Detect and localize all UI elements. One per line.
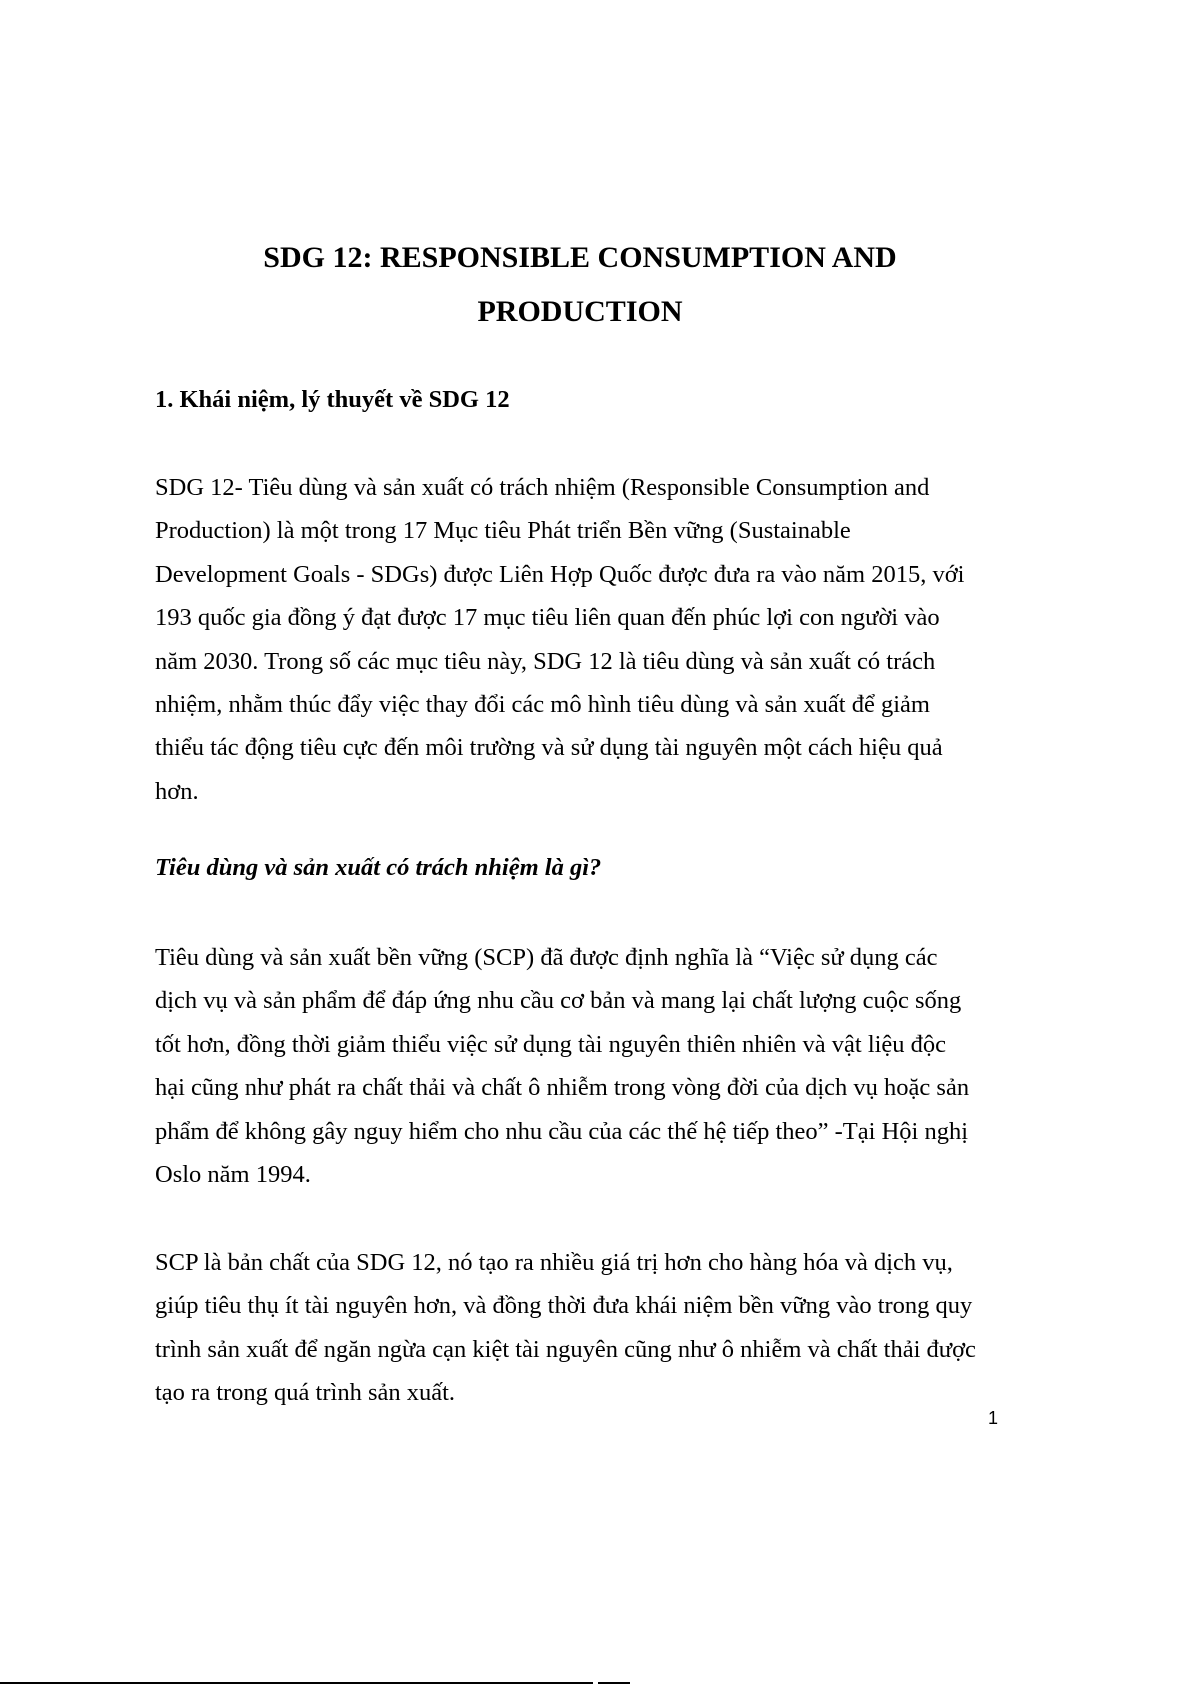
paragraph-line: Development Goals - SDGs) được Liên Hợp Quốc được đưa ra vào năm 2015, với <box>155 560 965 588</box>
paragraph-line: dịch vụ và sản phẩm để đáp ứng nhu cầu cơ bản và mang lại chất lượng cuộc sống <box>155 987 962 1015</box>
footer-rule-segment <box>598 1682 630 1684</box>
paragraph-line: SDG 12- Tiêu dùng và sản xuất có trách nhiệm (Responsible Consumption and <box>155 474 930 501</box>
section-heading: 1. Khái niệm, lý thuyết về SDG 12 <box>155 386 510 413</box>
paragraph-line: năm 2030. Trong số các mục tiêu này, SDG 12 là tiêu dùng và sản xuất có trách <box>155 647 936 675</box>
paragraph-line: hại cũng như phát ra chất thải và chất ô nhiễm trong vòng đời của dịch vụ hoặc sản <box>155 1074 970 1102</box>
paragraph-line: tạo ra trong quá trình sản xuất. <box>155 1379 456 1407</box>
paragraph-line: Oslo năm 1994. <box>155 1161 311 1188</box>
page-number: 1 <box>988 1408 999 1428</box>
paragraph-line: hơn. <box>155 777 199 805</box>
paragraph-line: phẩm để không gây nguy hiểm cho nhu cầu của các thế hệ tiếp theo” -Tại Hội nghị <box>155 1117 968 1145</box>
paragraph-line: Tiêu dùng và sản xuất bền vững (SCP) đã được định nghĩa là “Việc sử dụng các <box>155 944 938 971</box>
paragraph-line: tốt hơn, đồng thời giảm thiểu việc sử dụng tài nguyên thiên nhiên và vật liệu độc <box>155 1030 947 1058</box>
paragraph-line: trình sản xuất để ngăn ngừa cạn kiệt tài nguyên cũng như ô nhiễm và chất thải được <box>155 1335 976 1363</box>
document-title-line-1: SDG 12: RESPONSIBLE CONSUMPTION AND <box>263 241 897 274</box>
document-title-line-2: PRODUCTION <box>477 295 683 328</box>
paragraph-line: Production) là một trong 17 Mục tiêu Phát triển Bền vững (Sustainable <box>155 517 851 545</box>
paragraph-line: nhiệm, nhằm thúc đẩy việc thay đổi các mô hình tiêu dùng và sản xuất để giảm <box>155 691 930 718</box>
paragraph-line: SCP là bản chất của SDG 12, nó tạo ra nhiều giá trị hơn cho hàng hóa và dịch vụ, <box>155 1249 953 1276</box>
paragraph-line: giúp tiêu thụ ít tài nguyên hơn, và đồng thời đưa khái niệm bền vững vào trong quy <box>155 1292 973 1320</box>
footer-rule <box>0 1682 593 1684</box>
paragraph-line: thiểu tác động tiêu cực đến môi trường và sử dụng tài nguyên một cách hiệu quả <box>155 734 943 762</box>
paragraph-line: 193 quốc gia đồng ý đạt được 17 mục tiêu liên quan đến phúc lợi con người vào <box>155 604 940 632</box>
subheading: Tiêu dùng và sản xuất có trách nhiệm là gì? <box>155 854 602 881</box>
